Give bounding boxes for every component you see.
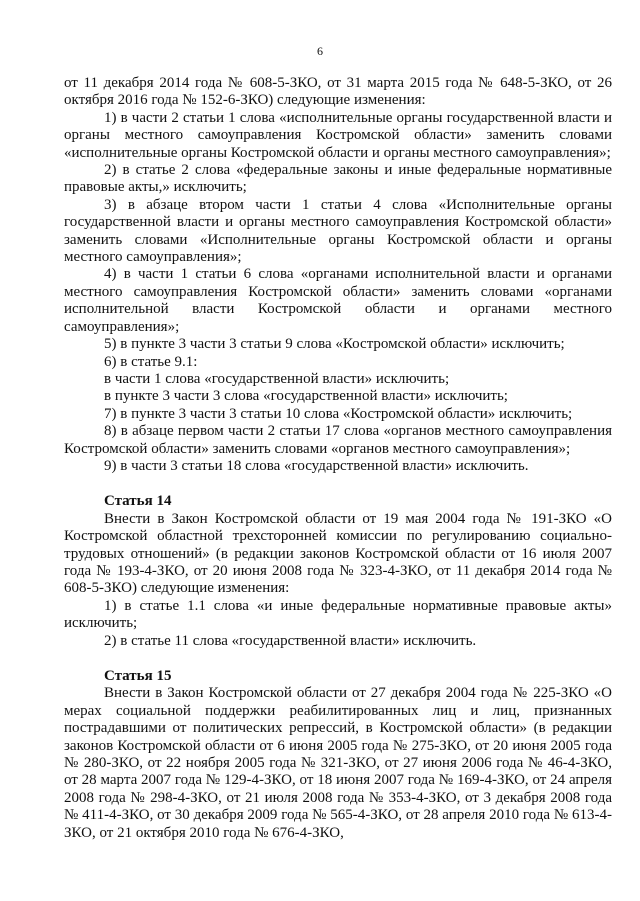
intro-paragraph: от 11 декабря 2014 года № 608-5-ЗКО, от 31 марта 2015 года № 648-5-ЗКО, от 26 октября 2016 года № 152-6-ЗКО) следующие изменения: <box>64 75 612 109</box>
list-item: 6) в статье 9.1: <box>104 353 198 370</box>
list-item: 9) в части 3 статьи 18 слова «государственной власти» исключить. <box>104 457 529 474</box>
list-item: в пункте 3 части 3 слова «государственной власти» исключить; <box>104 388 508 405</box>
list-item: 4) в части 1 статьи 6 слова «органами исполнительной власти и органами местного самоуправления Костромской области» заменить словами «органами исполнительной власти Костромской области и органами местного самоуправления»; <box>64 266 612 335</box>
list-item: 3) в абзаце втором части 1 статьи 4 слова «Исполнительные органы государственной власти и органы местного самоуправления Костромской области» заменить словами «Исполнительные органы Костромской области и органы местного самоуправления»; <box>64 196 612 266</box>
list-item: в части 1 слова «государственной власти» исключить; <box>104 370 450 387</box>
list-item: 2) в статье 11 слова «государственной власти» исключить. <box>104 632 477 649</box>
list-item: 5) в пункте 3 части 3 статьи 9 слова «Костромской области» исключить; <box>104 336 565 353</box>
article-15-title: Статья 15 <box>104 668 172 684</box>
list-item: 1) в статье 1.1 слова «и иные федеральные нормативные правовые акты» исключить; <box>64 597 612 632</box>
page-number: 6 <box>317 44 323 58</box>
document-body <box>64 75 612 842</box>
article-15-text: Внести в Закон Костромской области от 27 декабря 2004 года № 225-ЗКО «О мерах социальной поддержки реабилитированных лиц и лиц, признанных пострадавшими от политических репрессий, в Костромской области» (в редакции законов Костромской области от 6 июня 2005 года № 275-ЗКО, от 20 июня 2005 года № 280-ЗКО, от 22 ноября 2005 года № 321-ЗКО, от 27 июня 2006 года № 46-4-ЗКО, от 28 марта 2007 года № 129-4-ЗКО, от 18 июня 2007 года № 169-4-ЗКО, от 24 апреля 2008 года № 298-4-ЗКО, от 21 июля 2008 года № 353-4-ЗКО, от 3 декабря 2008 года № 411-4-ЗКО, от 30 декабря 2009 года № 565-4-ЗКО, от 28 апреля 2010 года № 613-4-ЗКО, от 21 октября 2010 года № 676-4-ЗКО, <box>64 685 612 841</box>
article-14-text: Внести в Закон Костромской области от 19 мая 2004 года № 191-ЗКО «О Костромской областной трехсторонней комиссии по регулированию социально-трудовых отношений» (в редакции законов Костромской области от 16 июля 2007 года № 193-4-ЗКО, от 20 июня 2008 года № 323-4-ЗКО, от 11 декабря 2014 года № 608-5-ЗКО) следующие изменения: <box>64 510 612 597</box>
list-item: 8) в абзаце первом части 2 статьи 17 слова «органов местного самоуправления Костромской области» заменить словами «органов местного самоуправления»; <box>64 423 612 457</box>
list-item: 7) в пункте 3 части 3 статьи 10 слова «Костромской области» исключить; <box>104 405 573 422</box>
list-item: 2) в статье 2 слова «федеральные законы и иные федеральные нормативные правовые акты,» исключить; <box>64 162 612 196</box>
article-14-title: Статья 14 <box>104 493 172 510</box>
list-item: 1) в части 2 статьи 1 слова «исполнительные органы государственной власти и органы местного самоуправления Костромской области» заменить словами «исполнительные органы Костромской области и органы местного самоуправления»; <box>64 109 612 161</box>
